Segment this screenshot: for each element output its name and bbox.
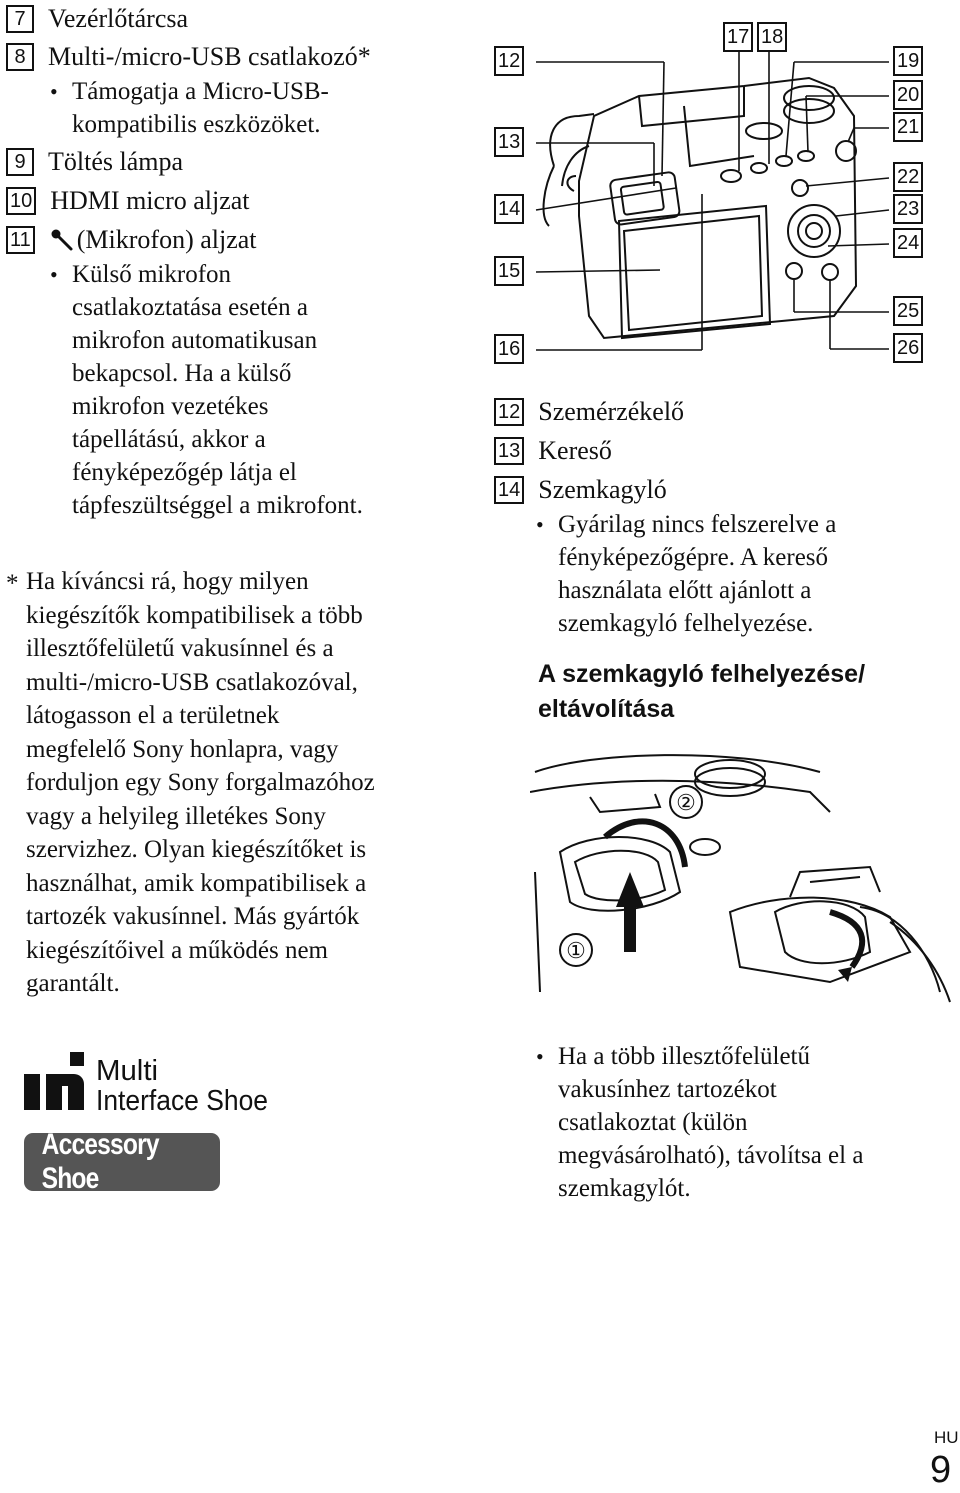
- item-number: 10: [6, 187, 36, 215]
- microphone-icon: [49, 227, 75, 253]
- footnote-line: illesztőfelületű vakusínnel és a: [26, 635, 334, 662]
- footnote: [6, 565, 446, 1001]
- multi-interface-shoe-logo: [24, 1052, 284, 1118]
- logo-text-interface-shoe: Interface Shoe: [96, 1085, 268, 1117]
- footnote-line: megfelelő Sony honlapra, vagy: [26, 735, 339, 763]
- footnote-line: tartozék vakusínnel. Más gyártók: [26, 903, 360, 930]
- item-13: [494, 435, 612, 467]
- bullet: •: [50, 262, 58, 287]
- heading-line: A szemkagyló felhelyezése/: [538, 660, 866, 688]
- item-number: 9: [6, 148, 34, 176]
- footnote-marker: *: [6, 570, 19, 597]
- callout-20: 20: [893, 80, 923, 110]
- item-number: 11: [6, 226, 35, 254]
- item-10: [6, 185, 250, 217]
- footnote-line: kiegészítők kompatibilisek a több: [26, 601, 363, 629]
- item-label: Multi-/micro-USB csatlakozó*: [48, 42, 371, 71]
- note-line: csatlakoztatása esetén a: [72, 294, 308, 321]
- bullet: •: [536, 512, 544, 537]
- callout-26: 26: [893, 333, 923, 363]
- footnote-line: kiegészítőivel a működés nem: [26, 936, 329, 964]
- footnote-line: használhat, amik kompatibilisek a: [26, 869, 367, 897]
- callout-22: 22: [893, 162, 923, 192]
- note-line: tápfeszültséggel a mikrofont.: [72, 492, 363, 519]
- note-line: mikrofon vezetékes: [72, 393, 269, 420]
- step-2-label: ②: [676, 790, 696, 815]
- footnote-line: szervizhez. Olyan kiegészítőket is: [26, 836, 367, 863]
- callout-21: 21: [893, 112, 923, 142]
- note-line: Ha a több illesztőfelületű: [558, 1043, 811, 1070]
- item-number: 13: [494, 437, 524, 465]
- item-label: Vezérlőtárcsa: [48, 4, 189, 33]
- callout-23: 23: [893, 194, 923, 224]
- note-line: fényképezőgép látja el: [72, 459, 297, 486]
- note-line: használata előtt ajánlott a: [558, 577, 812, 604]
- callout-24: 24: [893, 228, 923, 258]
- note-line: vakusínhez tartozékot: [558, 1076, 777, 1103]
- step-1-label: ①: [566, 938, 586, 963]
- bullet: •: [50, 79, 58, 104]
- note-line: kompatibilis eszközöket.: [72, 111, 321, 138]
- note-line: Támogatja a Micro-USB-: [72, 78, 329, 105]
- footnote-line: vagy a helyileg illetékes Sony: [26, 802, 326, 830]
- item-label: Szemkagyló: [538, 475, 667, 504]
- logo-text-multi: Multi: [96, 1055, 158, 1087]
- note-line: szemkagylót.: [558, 1175, 691, 1202]
- camera-back-illustration: [494, 16, 960, 366]
- mic-note: [50, 258, 363, 522]
- note-line: szemkagyló felhelyezése.: [558, 610, 814, 637]
- item-12: [494, 396, 684, 428]
- page-number: 9: [930, 1449, 952, 1491]
- note-line: tápellátású, akkor a: [72, 426, 266, 453]
- callout-17: 17: [723, 22, 753, 52]
- item-label: Kereső: [538, 436, 612, 465]
- item-14: [494, 474, 667, 506]
- section-heading: [538, 657, 958, 727]
- eyecup-attach-illustration: [530, 752, 960, 1007]
- page-language: HU: [934, 1428, 959, 1447]
- item-label: Szemérzékelő: [538, 397, 685, 426]
- heading-line: eltávolítása: [538, 695, 675, 723]
- item-9: [6, 146, 183, 178]
- item-8: [6, 41, 371, 73]
- callout-25: 25: [893, 296, 923, 326]
- note-line: Gyárilag nincs felszerelve a: [558, 511, 837, 538]
- item-label: HDMI micro aljzat: [50, 186, 250, 215]
- item-label: Töltés lámpa: [48, 147, 184, 176]
- note-line: fényképezőgépre. A kereső: [558, 544, 829, 571]
- eyecup-note: [536, 508, 837, 640]
- footnote-line: multi-/micro-USB csatlakozóval,: [26, 668, 358, 696]
- footnote-line: látogasson el a területnek: [26, 702, 280, 729]
- callout-12: 12: [494, 46, 524, 76]
- note-line: Külső mikrofon: [72, 261, 232, 288]
- callout-13: 13: [494, 127, 524, 157]
- accessory-shoe-logo: [24, 1128, 220, 1195]
- accessory-note: [536, 1040, 864, 1205]
- callout-14: 14: [494, 194, 524, 224]
- item-label: (Mikrofon) aljzat: [76, 225, 257, 254]
- footnote-line: forduljon egy Sony forgalmazóhoz: [26, 769, 375, 796]
- note-line: bekapcsol. Ha a külső: [72, 360, 292, 387]
- item-number: 7: [6, 5, 34, 33]
- usb-note: [50, 75, 329, 141]
- note-line: mikrofon automatikusan: [72, 327, 318, 354]
- callout-16: 16: [494, 334, 524, 364]
- item-number: 12: [494, 398, 524, 426]
- item-number: 8: [6, 43, 34, 71]
- bullet: •: [536, 1044, 544, 1069]
- item-number: 14: [494, 476, 524, 504]
- accessory-shoe-text: Accessory Shoe: [41, 1128, 159, 1195]
- footnote-line: garantált.: [26, 970, 120, 997]
- item-11: [6, 224, 257, 256]
- footnote-line: Ha kíváncsi rá, hogy milyen: [26, 568, 309, 595]
- callout-18: 18: [757, 22, 787, 52]
- callout-19: 19: [893, 46, 923, 76]
- note-line: csatlakoztat (külön: [558, 1109, 748, 1136]
- callout-15: 15: [494, 256, 524, 286]
- item-7: [6, 3, 188, 35]
- note-line: megvásárolható), távolítsa el a: [558, 1142, 864, 1169]
